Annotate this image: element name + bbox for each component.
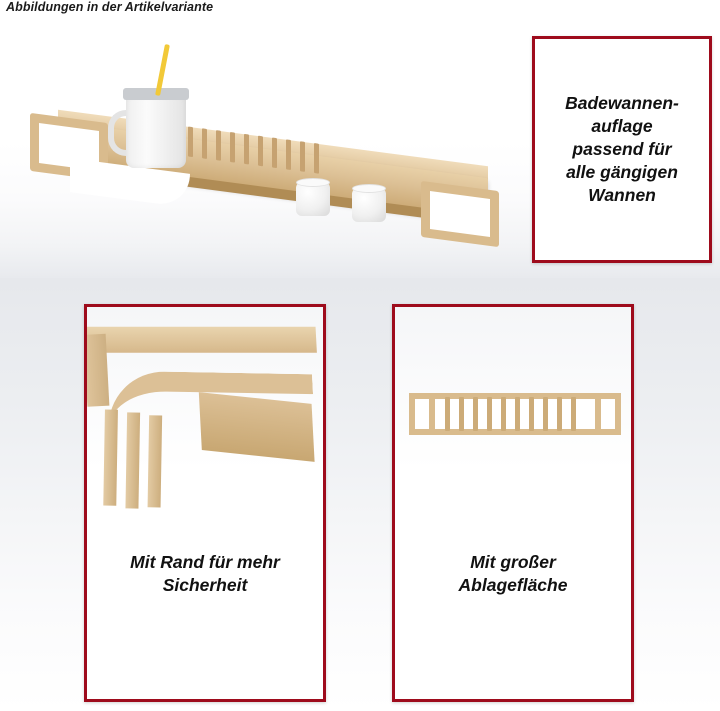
callout-box-left bbox=[84, 304, 326, 702]
caddy-rim-post bbox=[87, 334, 109, 407]
candle-pot-left-rim bbox=[296, 178, 330, 187]
caddy-top-view-left-end bbox=[409, 393, 435, 435]
caddy-top-view-right-end bbox=[595, 393, 621, 435]
detail-image-rim bbox=[87, 307, 323, 539]
caddy-top-view bbox=[409, 383, 621, 447]
callout-right-text: Mit großer Ablagefläche bbox=[458, 552, 568, 596]
top-product-panel bbox=[0, 16, 720, 278]
product-image-top bbox=[8, 62, 518, 262]
candle-pot-left bbox=[296, 182, 330, 216]
callout-box-top bbox=[532, 36, 712, 263]
caddy-vertical-slat-3 bbox=[148, 415, 163, 507]
callout-box-right bbox=[392, 304, 634, 702]
mason-jar bbox=[126, 96, 186, 168]
caddy-vertical-slat-2 bbox=[125, 412, 140, 508]
bathtub-caddy-illustration bbox=[8, 62, 518, 262]
candle-pot-right bbox=[352, 188, 386, 222]
candle-pot-right-rim bbox=[352, 184, 386, 193]
caddy-right-extension bbox=[421, 181, 499, 247]
callout-left-text: Mit Rand für mehr Sicherheit bbox=[130, 552, 280, 596]
detail-image-surface bbox=[395, 307, 631, 539]
caddy-arm-body bbox=[199, 392, 315, 462]
caddy-corner-detail bbox=[87, 315, 321, 477]
caddy-vertical-slat-1 bbox=[103, 410, 118, 506]
page-title: Abbildungen in der Artikelvariante bbox=[6, 0, 214, 14]
callout-top-text: Badewannen- auflage passend für alle gängigen Wannen bbox=[565, 92, 679, 206]
caddy-rim-bar bbox=[87, 327, 317, 353]
